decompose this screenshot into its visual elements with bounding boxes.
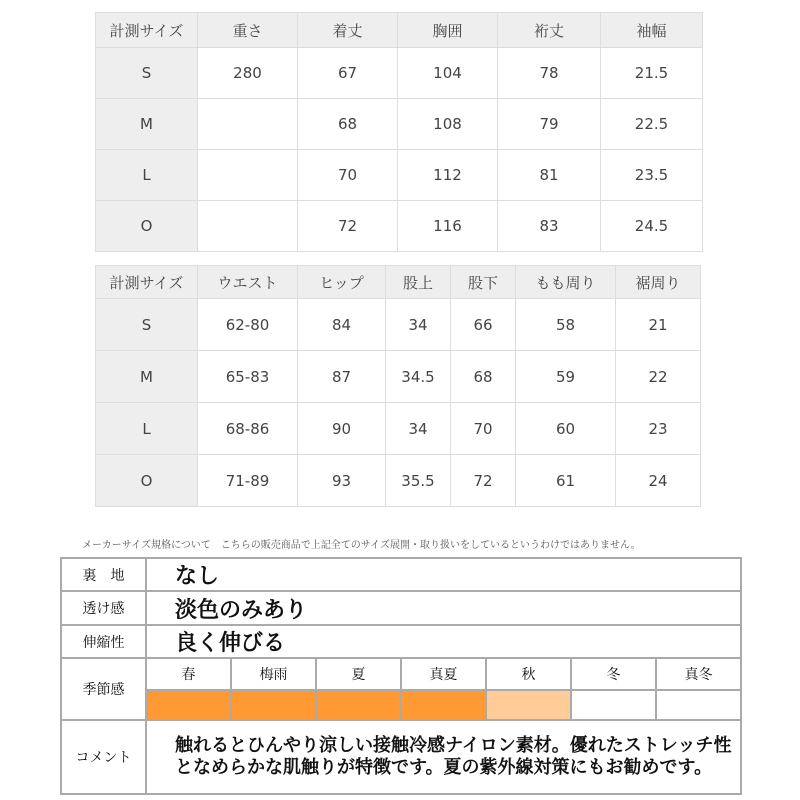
stretch-label: 伸縮性 [61, 625, 146, 658]
season-name: 夏 [316, 658, 401, 690]
table-row [96, 351, 701, 403]
column-header: 裄丈 [498, 13, 601, 48]
table-cell: 62-80 [198, 299, 298, 351]
size-cell: L [96, 403, 198, 455]
table-cell: 70 [298, 150, 398, 201]
table-cell: 90 [298, 403, 386, 455]
season-level-cell [231, 690, 316, 720]
column-header: 計測サイズ [96, 13, 198, 48]
season-level-cell [656, 690, 741, 720]
stretch-row [61, 625, 741, 658]
column-header: ウエスト [198, 266, 298, 299]
column-header: 着丈 [298, 13, 398, 48]
season-name: 秋 [486, 658, 571, 690]
table-cell: 61 [516, 455, 616, 507]
season-name: 冬 [571, 658, 656, 690]
column-header: 股下 [451, 266, 516, 299]
season-header-row [61, 658, 741, 690]
season-level-cell [316, 690, 401, 720]
column-header: 計測サイズ [96, 266, 198, 299]
size-note: メーカーサイズ規格について こちらの販売商品で上記全てのサイズ展開・取り扱いをしているというわけではありません。 [82, 540, 641, 551]
table-row [96, 299, 701, 351]
table-cell: 23.5 [601, 150, 703, 201]
table-cell: 66 [451, 299, 516, 351]
table-cell: 21.5 [601, 48, 703, 99]
table-cell: 68-86 [198, 403, 298, 455]
table-cell: 21 [616, 299, 701, 351]
size-cell: M [96, 99, 198, 150]
table-cell: 34 [386, 299, 451, 351]
table-cell: 116 [398, 201, 498, 252]
header-row [96, 13, 703, 48]
table-cell: 70 [451, 403, 516, 455]
table-cell [198, 201, 298, 252]
season-level-cell [146, 690, 231, 720]
size-cell: L [96, 150, 198, 201]
table-row [96, 48, 703, 99]
size-cell: O [96, 201, 198, 252]
column-header: もも周り [516, 266, 616, 299]
table-cell: 22 [616, 351, 701, 403]
table-cell: 71-89 [198, 455, 298, 507]
season-level-cell [486, 690, 571, 720]
season-level-row [61, 690, 741, 720]
size-cell: M [96, 351, 198, 403]
table-cell: 67 [298, 48, 398, 99]
table-cell: 23 [616, 403, 701, 455]
table-cell: 68 [298, 99, 398, 150]
table-cell: 65-83 [198, 351, 298, 403]
comment-label: コメント [61, 720, 146, 794]
sheer-value: 淡色のみあり [146, 591, 741, 625]
sheer-row [61, 591, 741, 625]
lining-label: 裏 地 [61, 558, 146, 591]
season-level-cell [571, 690, 656, 720]
sheer-label: 透け感 [61, 591, 146, 625]
lining-value: なし [146, 558, 741, 591]
comment-row [61, 720, 741, 794]
table-cell: 78 [498, 48, 601, 99]
table-cell: 79 [498, 99, 601, 150]
season-name: 梅雨 [231, 658, 316, 690]
table-cell: 83 [498, 201, 601, 252]
column-header: 重さ [198, 13, 298, 48]
table-cell: 84 [298, 299, 386, 351]
season-level-cell [401, 690, 486, 720]
bottoms-size-table [95, 265, 701, 507]
season-name: 春 [146, 658, 231, 690]
tops-size-table [95, 12, 703, 252]
table-cell: 108 [398, 99, 498, 150]
table-row [96, 201, 703, 252]
table-cell: 81 [498, 150, 601, 201]
fabric-spec-table [60, 557, 742, 795]
table-cell [198, 99, 298, 150]
column-header: ヒップ [298, 266, 386, 299]
size-cell: S [96, 48, 198, 99]
season-label: 季節感 [61, 658, 146, 720]
table-cell: 280 [198, 48, 298, 99]
table-cell: 34 [386, 403, 451, 455]
table-cell: 24.5 [601, 201, 703, 252]
column-header: 股上 [386, 266, 451, 299]
table-row [96, 455, 701, 507]
table-cell: 59 [516, 351, 616, 403]
lining-row [61, 558, 741, 591]
table-row [96, 99, 703, 150]
table-cell: 87 [298, 351, 386, 403]
table-cell: 24 [616, 455, 701, 507]
table-row [96, 403, 701, 455]
column-header: 裾周り [616, 266, 701, 299]
size-cell: S [96, 299, 198, 351]
table-cell: 58 [516, 299, 616, 351]
season-name: 真夏 [401, 658, 486, 690]
stretch-value: 良く伸びる [146, 625, 741, 658]
table-cell: 22.5 [601, 99, 703, 150]
table-cell: 72 [298, 201, 398, 252]
table-cell: 35.5 [386, 455, 451, 507]
table-cell: 60 [516, 403, 616, 455]
table-cell: 72 [451, 455, 516, 507]
season-name: 真冬 [656, 658, 741, 690]
size-cell: O [96, 455, 198, 507]
table-row [96, 150, 703, 201]
table-cell [198, 150, 298, 201]
table-cell: 34.5 [386, 351, 451, 403]
table-cell: 93 [298, 455, 386, 507]
table-cell: 104 [398, 48, 498, 99]
table-cell: 112 [398, 150, 498, 201]
header-row [96, 266, 701, 299]
column-header: 胸囲 [398, 13, 498, 48]
table-cell: 68 [451, 351, 516, 403]
column-header: 袖幅 [601, 13, 703, 48]
comment-text: 触れるとひんやり涼しい接触冷感ナイロン素材。優れたストレッチ性となめらかな肌触りが特徴です。夏の紫外線対策にもお勧めです。 [146, 720, 741, 794]
